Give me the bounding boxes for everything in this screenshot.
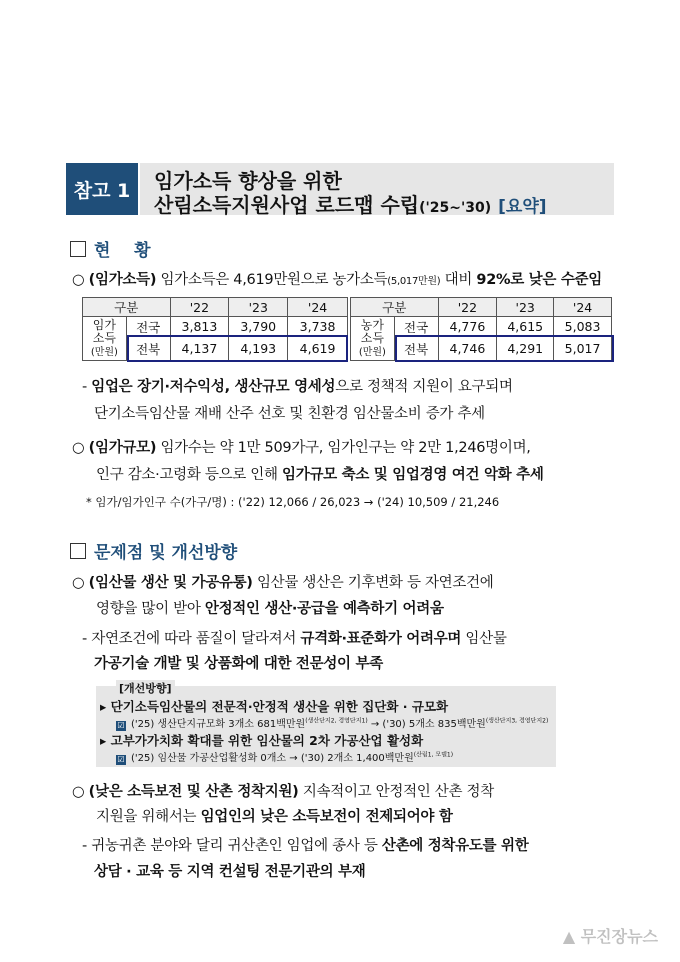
dash-standardization-cont: 가공기술 개발 및 상품화에 대한 전문성이 부족: [94, 656, 383, 672]
table-header: '24: [554, 298, 612, 317]
improvement-item-2-detail: [116, 749, 453, 765]
title-main: 산림소득지원사업 로드맵 수립: [154, 193, 420, 217]
table-cell: 4,193: [229, 337, 288, 361]
label-unit: (만원): [90, 346, 118, 358]
table-cell: 4,619: [288, 337, 348, 361]
dash-consulting: [82, 834, 528, 855]
highlight-jeonbuk-forestry: [127, 335, 348, 362]
para-emphasis: 92%로 낮은 수준임: [476, 272, 602, 288]
dash-standardization: [82, 627, 507, 648]
para-head: (임가규모): [88, 440, 157, 456]
para-text: 임가수는 약 1만 509가구, 임가인구는 약 2만 1,246명이며,: [156, 440, 531, 456]
improvement-item-1-detail: [116, 715, 548, 731]
table-row: [351, 317, 612, 337]
reference-title-box: [140, 163, 614, 215]
para-text: 임가소득은 4,619만원으로 농가소득: [156, 272, 388, 288]
table-header: '23: [229, 298, 288, 317]
para-text: 인구 감소·고령화 등으로 인해: [96, 467, 283, 483]
title-line-2: [154, 189, 547, 218]
para-emphasis: 임업은 장기·저수익성, 생산규모 영세성: [91, 379, 336, 395]
label-unit: (만원): [358, 346, 386, 358]
table-cell: 4,137: [170, 337, 229, 361]
title-years: ('25~'30): [419, 200, 492, 216]
detail-sup: (산림1, 모델1): [413, 751, 454, 759]
table-cell: 5,083: [554, 317, 612, 337]
para-text: 영향을 많이 받아: [96, 601, 205, 617]
improvement-text: 고부가가치화 확대를 위한 임산물의 2차 가공산업 활성화: [110, 733, 424, 748]
table-header: '22: [170, 298, 229, 317]
section-title: 현 황: [94, 241, 151, 261]
row-name: 전북: [394, 337, 438, 361]
paragraph-forestry-income: [72, 268, 602, 289]
bullet-circle: ○: [72, 440, 85, 456]
paragraph-income-support: [72, 780, 494, 801]
bullet-circle: ○: [72, 575, 85, 591]
table-cell: 3,738: [288, 317, 348, 337]
arrow-right-icon: ▸: [100, 699, 107, 714]
table-cell: 4,776: [438, 317, 497, 337]
label-part: 소득: [360, 330, 384, 345]
detail-text: ('25) 임산물 가공산업활성화 0개소 → ('30) 2개소 1,400백만원: [131, 753, 414, 764]
label-part: 소득: [92, 330, 116, 345]
detail-text: → ('30) 5개소 835백만원: [367, 719, 486, 730]
para-emphasis: 규격화·표준화가 어려우며: [300, 631, 462, 647]
para-text-small: (5,017만원): [387, 276, 441, 287]
detail-text: ('25) 생산단지규모화 3개소 681백만원: [131, 719, 306, 730]
detail-sup: (생산단지2, 경영단지1): [305, 717, 368, 725]
section-problems-improvements: [70, 538, 237, 563]
improvement-tag: [개선방향]: [116, 680, 175, 696]
para-head: (임산물 생산 및 가공유통): [88, 575, 253, 591]
row-name: 전국: [394, 317, 438, 337]
para-text: 자연조건에 따라 품질이 달라져서: [91, 631, 301, 647]
paragraph-forestry-scale: [72, 436, 531, 457]
paragraph-forestry-scale-cont: [96, 463, 544, 484]
dash-forestry-characteristics: [82, 375, 513, 396]
table-row: [83, 317, 348, 337]
checkbox-square-icon: [70, 241, 86, 257]
footnote-household-count: * 임가/임가인구 수(가구/명) : ('22) 12,066 / 26,023 → ('24) 10,509 / 21,246: [86, 495, 500, 509]
dash-consulting-cont: 상담 · 교육 등 지역 컨설팅 전문기관의 부재: [94, 864, 366, 880]
table-header: 구분: [83, 298, 171, 317]
table-header: '23: [497, 298, 554, 317]
row-group-label: [83, 317, 127, 361]
paragraph-income-support-cont: [96, 805, 453, 826]
table-cell: 4,291: [497, 337, 554, 361]
watermark-mountain-icon: ▲: [562, 927, 576, 946]
para-emphasis: 임가규모 축소 및 임업경영 여건 악화 추세: [282, 467, 544, 483]
section-title: 문제점 및 개선방향: [94, 543, 238, 563]
watermark-logo: [563, 924, 658, 947]
para-text: 귀농귀촌 분야와 달리 귀산촌인 임업에 종사 등: [91, 838, 382, 854]
title-line-1: 임가소득 향상을 위한: [154, 169, 342, 193]
table-header-row: [83, 298, 348, 317]
table-header: '22: [438, 298, 497, 317]
row-group-label: [351, 317, 395, 361]
checkbox-square-icon: [70, 543, 86, 559]
para-emphasis: 산촌에 정착유도를 위한: [381, 838, 529, 854]
dash-forestry-characteristics-cont: 단기소득임산물 재배 산주 선호 및 친환경 임산물소비 증가 추세: [94, 406, 485, 422]
dash-mark: -: [82, 631, 87, 647]
improvement-item-1: [100, 697, 448, 715]
title-summary: [요약]: [498, 197, 547, 217]
table-cell: 4,615: [497, 317, 554, 337]
para-text: 지원을 위해서는: [96, 809, 201, 825]
dash-mark: -: [82, 379, 87, 395]
checkbox-icon: ☑: [117, 755, 125, 764]
para-text: 임산물: [461, 631, 507, 647]
table-cell: 4,746: [438, 337, 497, 361]
para-emphasis: 안정적인 생산·공급을 예측하기 어려움: [204, 601, 444, 617]
paragraph-production-distribution-cont: [96, 597, 444, 618]
para-head: (임가소득): [88, 272, 157, 288]
label-part: 임가: [92, 317, 116, 332]
bullet-circle: ○: [72, 784, 85, 800]
table-cell: 5,017: [554, 337, 612, 361]
label-part: 농가: [360, 317, 384, 332]
checkbox-icon: ☑: [117, 721, 125, 730]
table-header: '24: [288, 298, 348, 317]
bullet-circle: ○: [72, 272, 85, 288]
para-text: 지속적이고 안정적인 산촌 정착: [298, 784, 494, 800]
improvement-item-2: [100, 731, 423, 749]
highlight-jeonbuk-farm: [395, 335, 614, 362]
arrow-right-icon: ▸: [100, 733, 107, 748]
paragraph-production-distribution: [72, 571, 494, 592]
table-header: 구분: [351, 298, 439, 317]
para-text: 으로 정책적 지원이 요구되며: [335, 379, 513, 395]
row-name: 전북: [126, 337, 170, 361]
para-emphasis: 임업인의 낮은 소득보전이 전제되어야 함: [200, 809, 453, 825]
table-cell: 3,790: [229, 317, 288, 337]
para-text: 대비: [440, 272, 477, 288]
watermark-text: 무진장뉴스: [580, 927, 658, 946]
table-cell: 3,813: [170, 317, 229, 337]
reference-badge: 참고 1: [66, 163, 138, 215]
para-head: (낮은 소득보전 및 산촌 정착지원): [88, 784, 299, 800]
para-text: 임산물 생산은 기후변화 등 자연조건에: [252, 575, 494, 591]
detail-sup: (생산단지3, 경영단지2): [485, 717, 549, 725]
improvement-text: 단기소득임산물의 전문적·안정적 생산을 위한 집단화 · 규모화: [110, 699, 449, 714]
table-header-row: [351, 298, 612, 317]
section-current-status: [70, 236, 151, 261]
row-name: 전국: [126, 317, 170, 337]
dash-mark: -: [82, 838, 87, 854]
